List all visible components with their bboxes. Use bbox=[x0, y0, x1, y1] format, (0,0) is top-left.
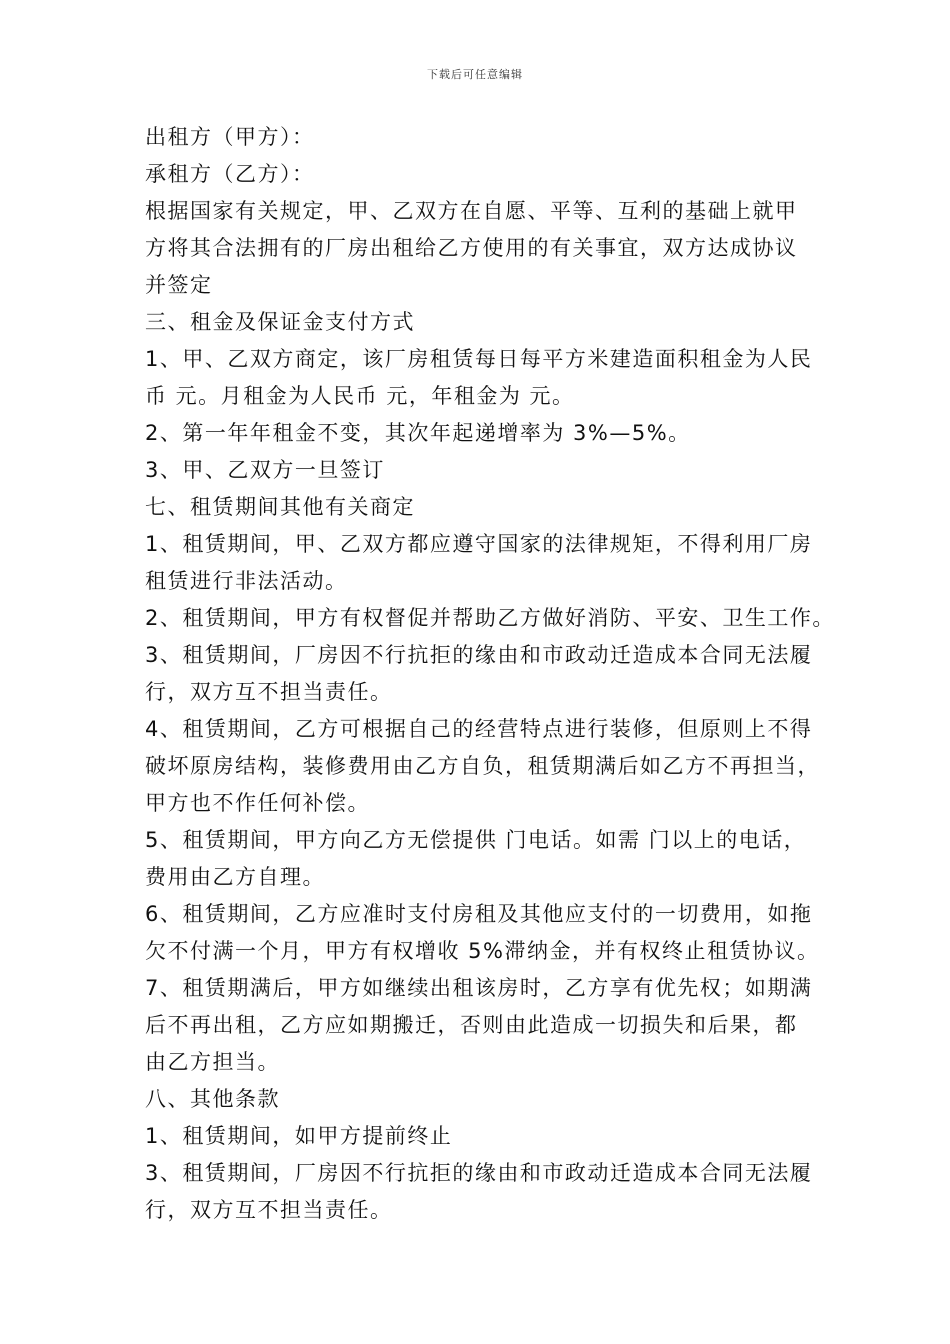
section-heading-other-terms: 八、其他条款 bbox=[145, 1087, 280, 1111]
clause-line: 1、租赁期间，甲、乙双方都应遵守国家的法律规矩，不得利用厂房 bbox=[145, 532, 813, 556]
clause-line: 费用由乙方自理。 bbox=[145, 865, 325, 889]
clause-line: 5、租赁期间，甲方向乙方无偿提供 门电话。如需 门以上的电话， bbox=[145, 828, 807, 852]
clause-line: 行，双方互不担当责任。 bbox=[145, 680, 393, 704]
clause-line: 币 元。月租金为人民币 元，年租金为 元。 bbox=[145, 384, 575, 408]
clause-line: 2、租赁期间，甲方有权督促并帮助乙方做好消防、平安、卫生工作。 bbox=[145, 606, 835, 630]
clause-line: 3、租赁期间，厂房因不行抗拒的缘由和市政动迁造成本合同无法履 bbox=[145, 643, 813, 667]
clause-line: 4、租赁期间，乙方可根据自己的经营特点进行装修，但原则上不得 bbox=[145, 717, 813, 741]
document-body bbox=[145, 119, 835, 1229]
clause-line: 3、租赁期间，厂房因不行抗拒的缘由和市政动迁造成本合同无法履 bbox=[145, 1161, 813, 1185]
clause-line: 破坏原房结构，装修费用由乙方自负，租赁期满后如乙方不再担当， bbox=[145, 754, 820, 778]
clause-line: 2、第一年年租金不变，其次年起递增率为 3%—5%。 bbox=[145, 421, 691, 445]
clause-line: 由乙方担当。 bbox=[145, 1050, 280, 1074]
clause-line: 7、租赁期满后，甲方如继续出租该房时，乙方享有优先权；如期满 bbox=[145, 976, 813, 1000]
preamble-line: 根据国家有关规定，甲、乙双方在自愿、平等、互利的基础上就甲 bbox=[145, 199, 798, 223]
clause-line: 6、租赁期间，乙方应准时支付房租及其他应支付的一切费用，如拖 bbox=[145, 902, 813, 926]
preamble-line: 方将其合法拥有的厂房出租给乙方使用的有关事宜，双方达成协议 bbox=[145, 236, 798, 260]
clause-line: 1、甲、乙双方商定，该厂房租赁每日每平方米建造面积租金为人民 bbox=[145, 347, 813, 371]
clause-line: 欠不付满一个月，甲方有权增收 5%滞纳金，并有权终止租赁协议。 bbox=[145, 939, 820, 963]
clause-line: 1、租赁期间，如甲方提前终止 bbox=[145, 1124, 453, 1148]
clause-line: 后不再出租，乙方应如期搬迁，否则由此造成一切损失和后果，都 bbox=[145, 1013, 798, 1037]
section-heading-rent: 三、租金及保证金支付方式 bbox=[145, 310, 415, 334]
clause-line: 行，双方互不担当责任。 bbox=[145, 1198, 393, 1222]
page-header: 下载后可任意编辑 bbox=[427, 68, 523, 81]
section-heading-other-agreements: 七、租赁期间其他有关商定 bbox=[145, 495, 415, 519]
clause-line: 甲方也不作任何补偿。 bbox=[145, 791, 370, 815]
preamble-line: 并签定 bbox=[145, 273, 213, 297]
clause-line: 3、甲、乙双方一旦签订 bbox=[145, 458, 385, 482]
party-b-line: 承租方（乙方）： bbox=[145, 162, 315, 186]
party-a-line: 出租方（甲方）： bbox=[145, 125, 315, 149]
clause-line: 租赁进行非法活动。 bbox=[145, 569, 348, 593]
